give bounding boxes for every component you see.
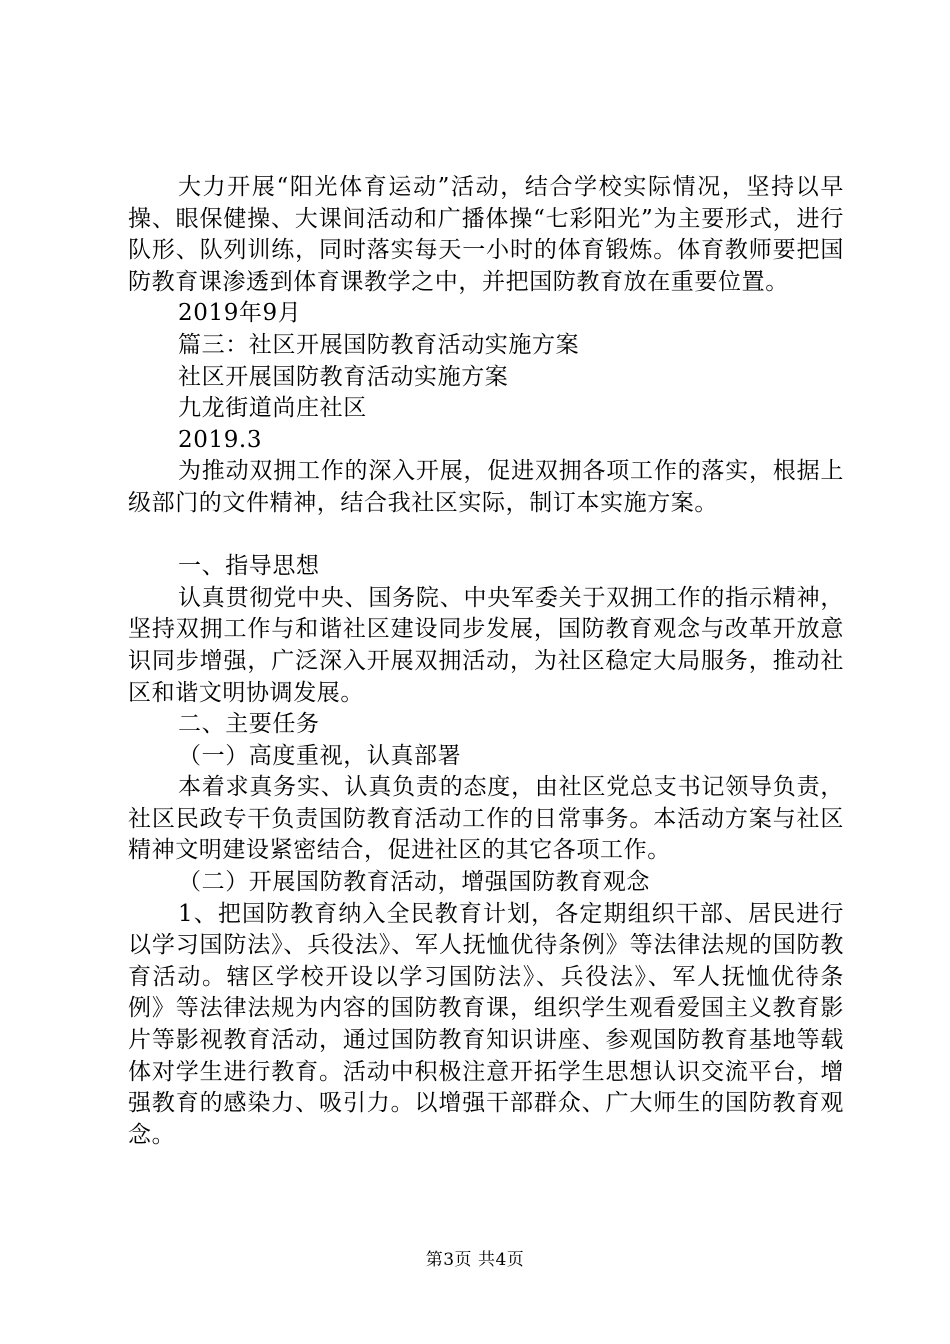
section-heading-main-tasks: 二、主要任务 — [178, 711, 320, 738]
paragraph-education-activities: 1、把国防教育纳入全民教育计划，各定期组织干部、居民进行以学习国防法》、兵役法》、军人抚恤优待条例》等法律法规的国防教育活动。辖区学校开设以学习国防法》、兵役法》、军人抚恤优待条例》等法律法规为内容的国防教育课，组织学生观看爱国主义教育影片等影视教育活动，通过国防教育知识讲座、参观国防教育基地等载体对学生进行教育。活动中积极注意开拓学生思想认识交流平台，增强教育的感染力、吸引力。以增强干部群众、广大师生的国防教育观念。 — [128, 900, 844, 1148]
subsection-heading-2: （二）开展国防教育活动，增强国防教育观念 — [178, 869, 650, 896]
document-body — [128, 172, 844, 1151]
blank-line — [128, 520, 844, 552]
page-footer: 第3页 共4页 — [425, 1250, 525, 1270]
paragraph-sports: 大力开展“阳光体育运动”活动，结合学校实际情况，坚持以早操、眼保健操、大课间活动和广播体操“七彩阳光”为主要形式，进行队形、队列训练，同时落实每天一小时的体育锻炼。体育教师要把国防教育课渗透到体育课教学之中，并把国防教育放在重要位置。 — [128, 174, 844, 295]
organization-name: 九龙街道尚庄社区 — [178, 395, 367, 422]
subsection-heading-1: （一）高度重视，认真部署 — [178, 742, 462, 769]
paragraph-deployment: 本着求真务实、认真负责的态度，由社区党总支书记领导负责，社区民政专干负责国防教育活动工作的日常事务。本活动方案与社区精神文明建设紧密结合，促进社区的其它各项工作。 — [128, 774, 844, 864]
paragraph-guiding-ideology: 认真贯彻党中央、国务院、中央军委关于双拥工作的指示精神，坚持双拥工作与和谐社区建设同步发展，国防教育观念与改革开放意识同步增强，广泛深入开展双拥活动，为社区稳定大局服务，推动社区和谐文明协调发展。 — [128, 584, 844, 706]
document-date: 2019.3 — [178, 426, 263, 453]
intro-paragraph: 为推动双拥工作的深入开展，促进双拥各项工作的落实，根据上级部门的文件精神，结合我社区实际，制订本实施方案。 — [128, 458, 844, 516]
document-title: 社区开展国防教育活动实施方案 — [178, 363, 509, 390]
section-heading-guiding-ideology: 一、指导思想 — [178, 553, 320, 580]
chapter-title: 篇三：社区开展国防教育活动实施方案 — [178, 331, 580, 358]
date-line: 2019年9月 — [178, 300, 302, 327]
